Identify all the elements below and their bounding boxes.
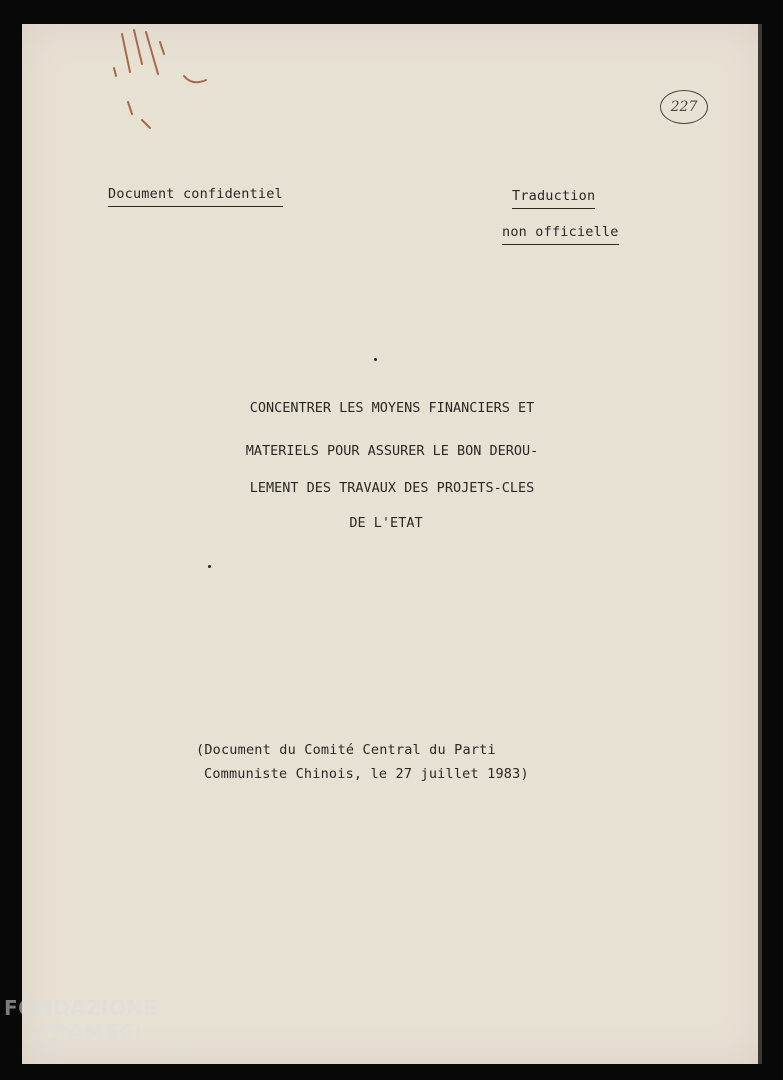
watermark-line-2: RAMSCI [52, 1020, 143, 1044]
watermark-line-1: FONDAZIONE [4, 996, 158, 1020]
watermark-logo-g: G [30, 1016, 65, 1065]
translation-label: Traduction [512, 188, 595, 209]
source-line-2: Communiste Chinois, le 27 juillet 1983) [204, 766, 529, 782]
page-edge-shadow [758, 24, 762, 1064]
archive-watermark [4, 996, 204, 1076]
title-line-4: DE L'ETAT [349, 515, 423, 531]
watermark-sub: onlus [158, 1048, 188, 1061]
paper-speck [208, 565, 211, 568]
handwritten-mark [102, 24, 242, 134]
title-line-2: MATERIELS POUR ASSURER LE BON DEROU- [245, 443, 539, 459]
page-number-stamp: 227 [660, 90, 708, 124]
title-line-1: CONCENTRER LES MOYENS FINANCIERS ET [249, 400, 535, 416]
source-line-1: (Document du Comité Central du Parti [196, 742, 496, 758]
document-page [22, 24, 762, 1064]
title-line-3: LEMENT DES TRAVAUX DES PROJETS-CLES [249, 480, 535, 496]
paper-speck [374, 358, 377, 361]
unofficial-label: non officielle [502, 224, 619, 245]
confidential-label: Document confidentiel [108, 186, 283, 207]
